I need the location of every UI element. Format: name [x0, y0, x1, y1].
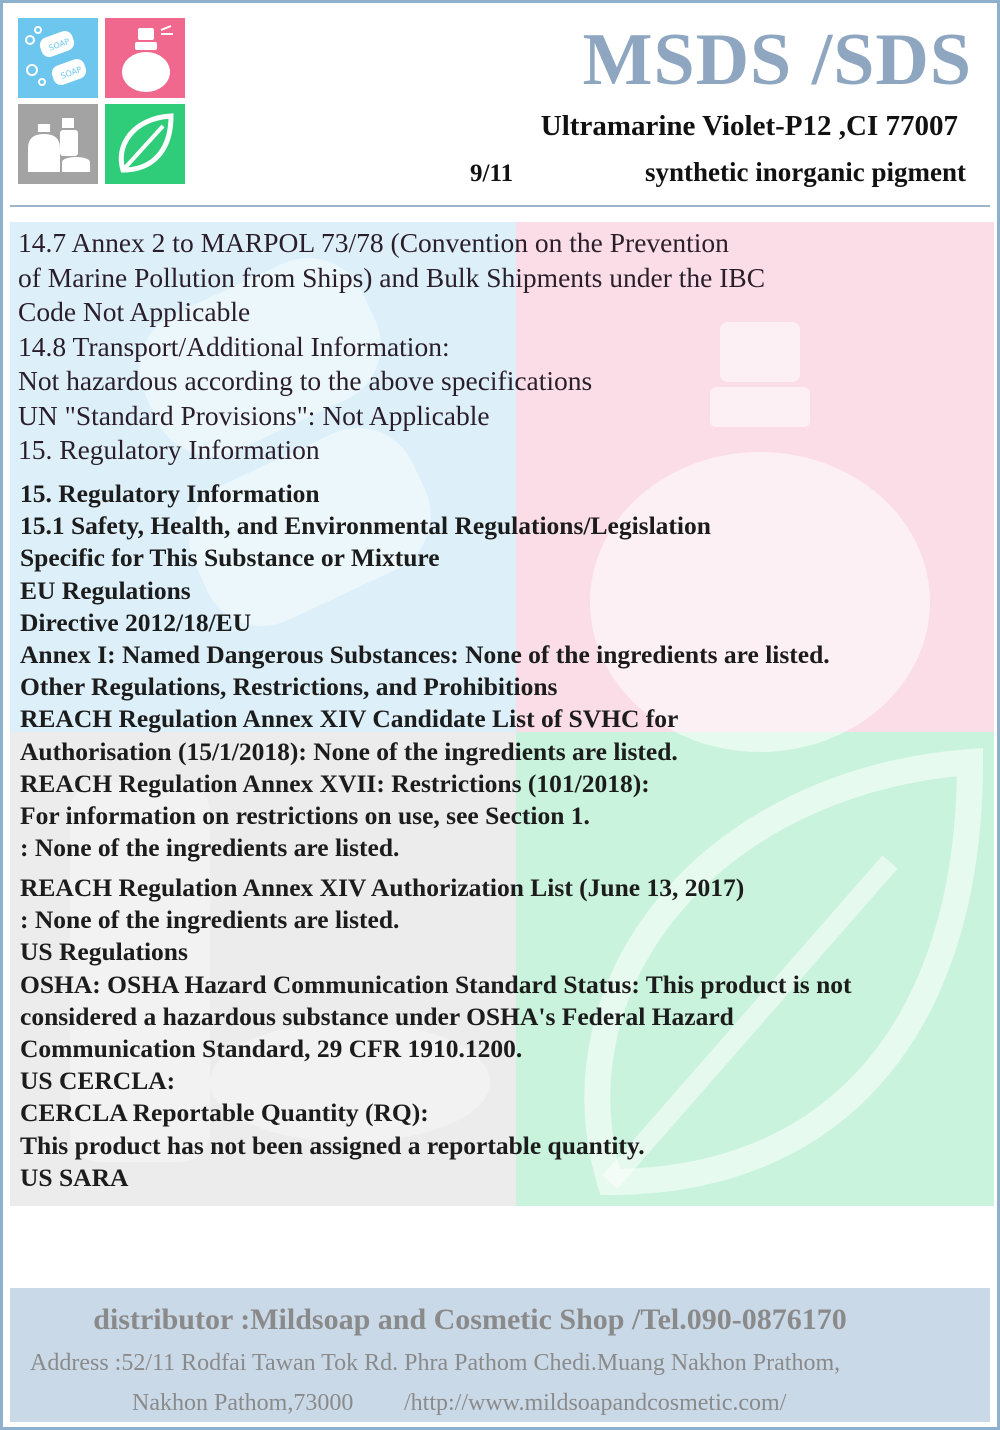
- distributor-info: distributor :Mildsoap and Cosmetic Shop /Tel.090-0876170: [93, 1303, 847, 1336]
- soap-label-1: SOAP: [47, 36, 71, 53]
- text-line: OSHA: OSHA Hazard Communication Standard Status: This product is not: [20, 969, 852, 999]
- text-line: Communication Standard, 29 CFR 1910.1200.: [20, 1034, 523, 1064]
- text-line: This product has not been assigned a reportable quantity.: [20, 1130, 645, 1160]
- text-line: REACH Regulation Annex XIV Candidate List of SVHC for: [20, 704, 679, 734]
- text-line: UN "Standard Provisions": Not Applicable: [18, 399, 490, 431]
- leaf-icon: [105, 104, 185, 184]
- text-line: US SARA: [20, 1162, 129, 1192]
- soap-icon: [18, 18, 98, 98]
- header-divider: [10, 205, 990, 207]
- page-number: 9/11: [470, 160, 514, 187]
- product-name: Ultramarine Violet-P12 ,CI 77007: [540, 110, 958, 142]
- address-line-2: Nakhon Pathom,73000: [132, 1390, 354, 1416]
- soap-label-2: SOAP: [59, 64, 83, 81]
- text-line: US Regulations: [20, 937, 188, 967]
- section-14-block: [18, 226, 978, 468]
- text-line: 15.1 Safety, Health, and Environmental Regulations/Legislation: [20, 511, 711, 541]
- text-line: REACH Regulation Annex XVII: Restrictions (101/2018):: [20, 768, 650, 798]
- text-line: Code Not Applicable: [18, 296, 251, 327]
- document-title: MSDS /SDS: [582, 19, 972, 101]
- text-line: : None of the ingredients are listed.: [20, 833, 400, 863]
- text-line: Annex I: Named Dangerous Substances: None of the ingredients are listed.: [20, 640, 830, 670]
- text-line: For information on restrictions on use, see Section 1.: [20, 801, 590, 831]
- section-15-continued-block: [20, 872, 980, 1194]
- text-line: REACH Regulation Annex XIV Authorization List (June 13, 2017): [20, 873, 745, 902]
- cosmetic-bottles-icon: [18, 104, 98, 184]
- text-line: considered a hazardous substance under OSHA's Federal Hazard: [20, 1001, 734, 1031]
- text-line: US CERCLA:: [20, 1066, 176, 1096]
- text-line: Other Regulations, Restrictions, and Prohibitions: [20, 672, 558, 702]
- text-line: Specific for This Substance or Mixture: [20, 543, 440, 573]
- text-line: CERCLA Reportable Quantity (RQ):: [20, 1098, 429, 1128]
- spray-bottle-icon: [105, 18, 185, 98]
- text-line: : None of the ingredients are listed.: [20, 905, 400, 935]
- text-line: 15. Regulatory Information: [20, 479, 320, 508]
- text-line: 15. Regulatory Information: [18, 434, 320, 465]
- text-line: Directive 2012/18/EU: [20, 607, 252, 637]
- product-description: synthetic inorganic pigment: [645, 157, 966, 187]
- text-line: EU Regulations: [20, 575, 191, 605]
- text-line: Authorisation (15/1/2018): None of the ingredients are listed.: [20, 736, 678, 766]
- text-line: 14.7 Annex 2 to MARPOL 73/78 (Convention on the Prevention: [18, 227, 729, 258]
- address-line-1: Address :52/11 Rodfai Tawan Tok Rd. Phra Pathom Chedi.Muang Nakhon Prathom,: [30, 1350, 841, 1376]
- website-link[interactable]: /http://www.mildsoapandcosmetic.com/: [404, 1390, 787, 1416]
- section-15-block: [20, 478, 980, 864]
- text-line: 14.8 Transport/Additional Information:: [18, 330, 450, 362]
- text-line: Not hazardous according to the above specifications: [18, 365, 593, 396]
- text-line: of Marine Pollution from Ships) and Bulk Shipments under the IBC: [18, 261, 766, 293]
